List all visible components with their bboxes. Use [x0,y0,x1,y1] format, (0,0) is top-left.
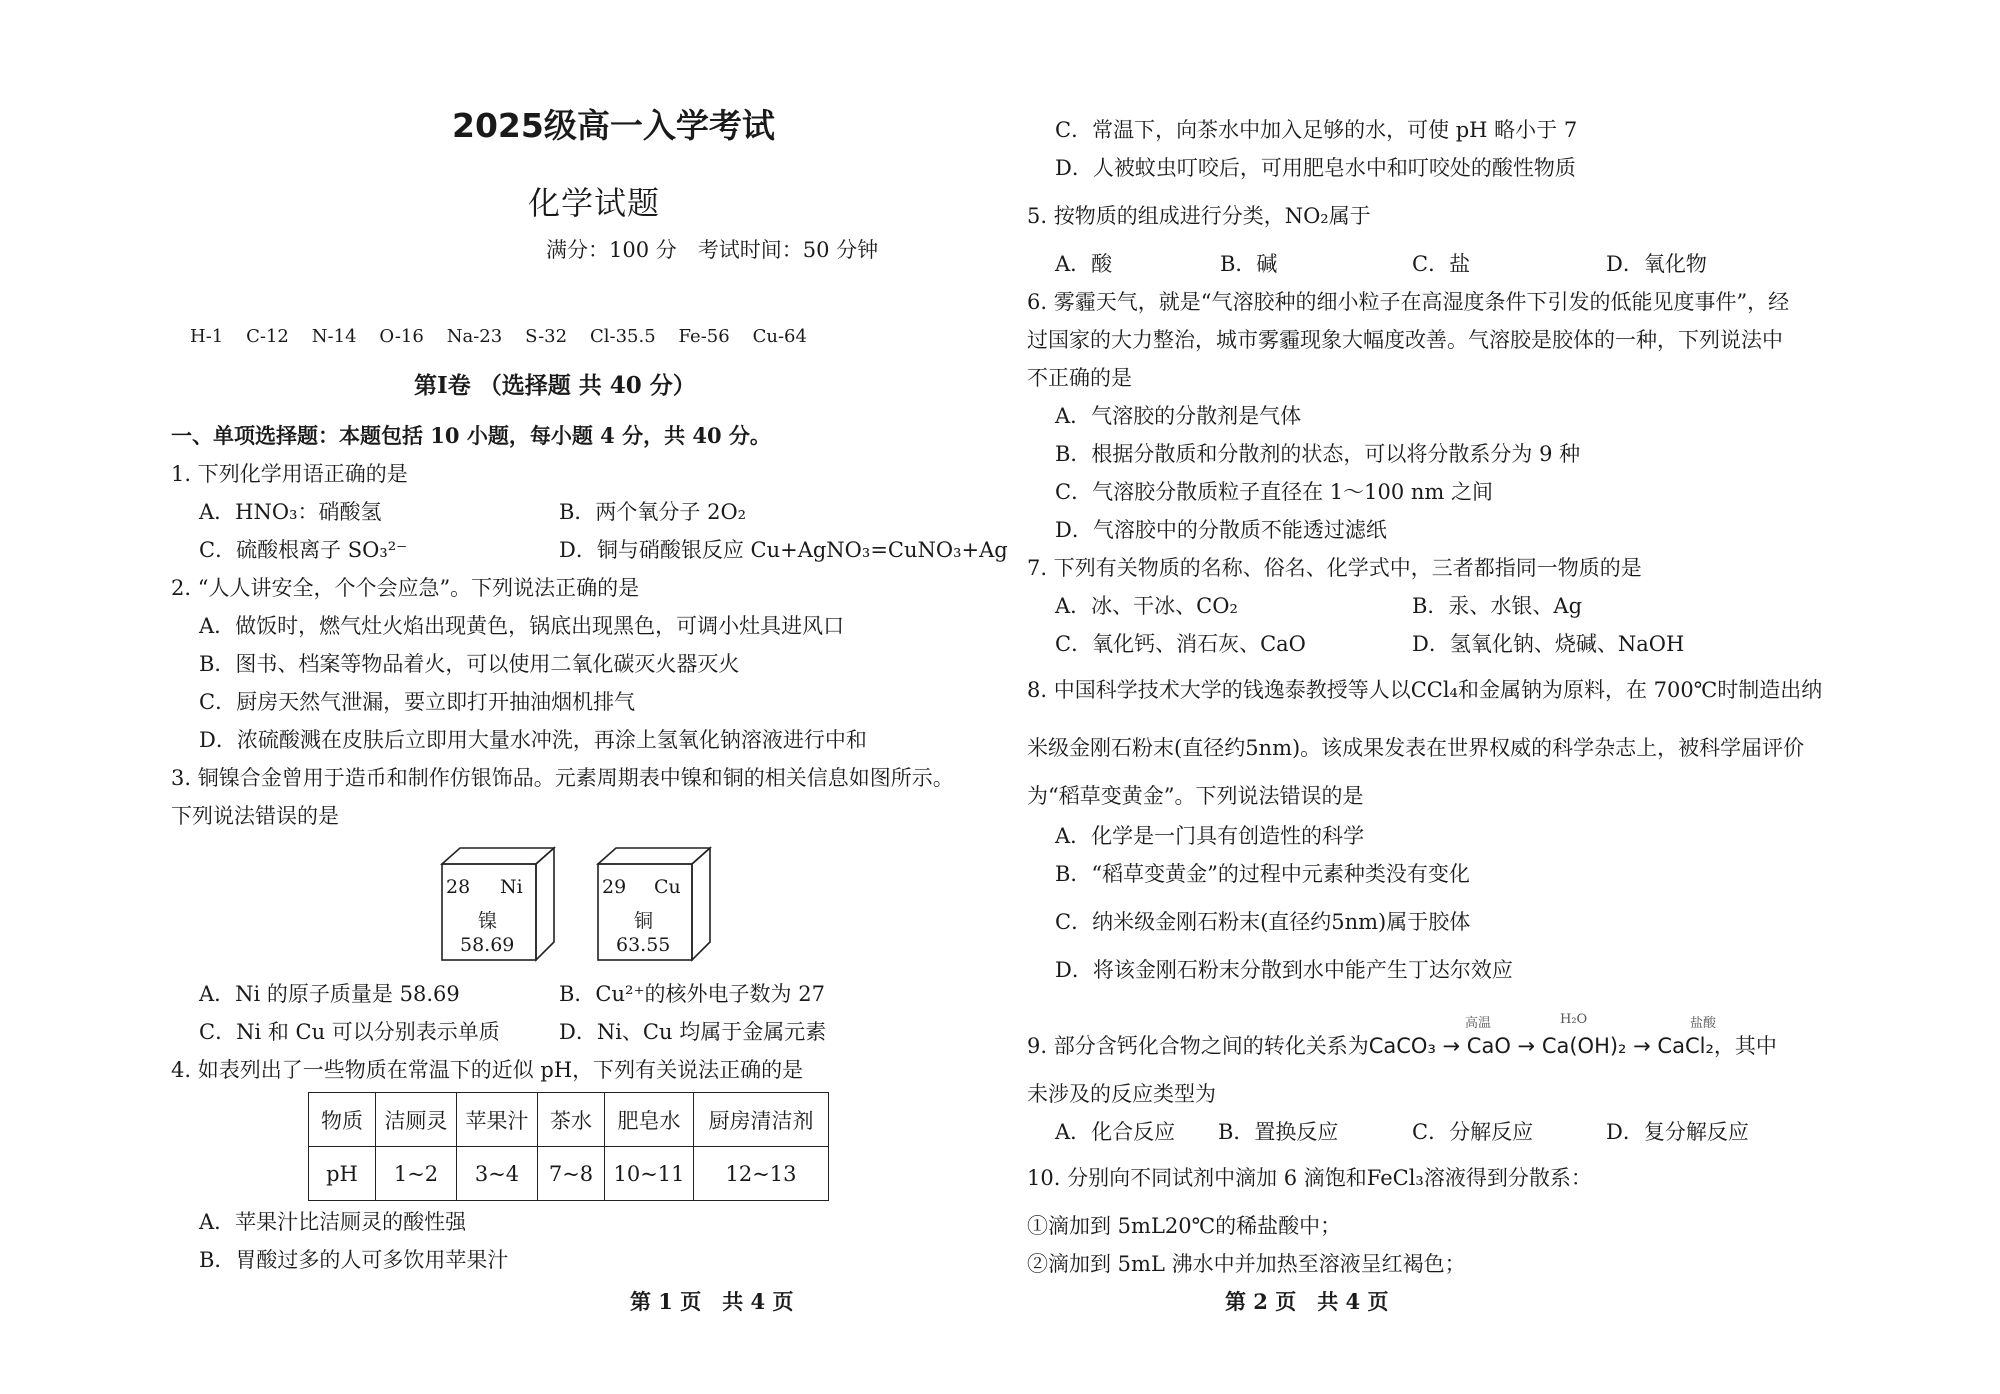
table-cell: pH [309,1147,376,1201]
section-title: 第Ⅰ卷 （选择题 共 40 分） [414,372,696,399]
q9-condition-1: 高温 [1465,1016,1492,1031]
atomic-mass: S-32 [525,326,568,347]
q4-option-c: C．常温下，向茶水中加入足够的水，可使 pH 略小于 7 [1055,118,1578,142]
part-heading: 一、单项选择题：本题包括 10 小题，每小题 4 分，共 40 分。 [171,423,771,448]
table-cell: 物质 [309,1093,376,1147]
q1-option-b: B．两个氧分子 2O₂ [559,500,747,524]
q6-stem-line1: 6. 雾霾天气，就是“气溶胶种的细小粒子在高湿度条件下引发的低能见度事件”，经 [1027,290,1790,314]
q2-option-c: C．厨房天然气泄漏，要立即打开抽油烟机排气 [199,690,636,714]
element-card-nickel [440,846,556,962]
q5-option-d: D．氧化物 [1606,252,1707,276]
table-cell: 苹果汁 [457,1093,538,1147]
q4-option-b: B．胃酸过多的人可多饮用苹果汁 [199,1248,509,1272]
q9-stem-line2: 未涉及的反应类型为 [1027,1082,1216,1106]
table-cell: 肥皂水 [605,1093,694,1147]
q5-option-c: C．盐 [1412,252,1471,276]
atomic-mass: N-14 [311,326,357,347]
right-page [1000,0,2000,1394]
q6-stem-line2: 过国家的大力整治，城市雾霾现象大幅度改善。气溶胶是胶体的一种，下列说法中 [1027,328,1783,352]
q4-stem: 4. 如表列出了一些物质在常温下的近似 pH，下列有关说法正确的是 [171,1058,804,1082]
q8-stem-line1: 8. 中国科学技术大学的钱逸泰教授等人以CCl₄和金属钠为原料，在 700℃时制造出纳 [1027,678,1823,702]
q9-stem-prefix: 9. 部分含钙化合物之间的转化关系为 [1027,1034,1369,1058]
q6-option-d: D．气溶胶中的分散质不能透过滤纸 [1055,518,1387,542]
q9-option-c: C．分解反应 [1412,1120,1534,1144]
q2-option-d: D．浓硫酸溅在皮肤后立即用大量水冲洗，再涂上氢氧化钠溶液进行中和 [199,728,867,752]
element-name: 铜 [634,910,654,932]
ph-table [308,1092,829,1201]
q9-option-b: B．置换反应 [1218,1120,1339,1144]
element-card-copper [596,846,712,962]
q7-option-c: C．氧化钙、消石灰、CaO [1055,632,1306,656]
q2-option-b: B．图书、档案等物品着火，可以使用二氧化碳灭火器灭火 [199,652,740,676]
q8-option-b: B．“稻草变黄金”的过程中元素种类没有变化 [1055,862,1470,886]
table-cell: 厨房清洁剂 [694,1093,829,1147]
atomic-mass: Cl-35.5 [589,326,656,347]
element-number: 29 [602,876,627,898]
q5-stem: 5. 按物质的组成进行分类，NO₂属于 [1027,204,1371,228]
q1-option-d: D．铜与硝酸银反应 Cu+AgNO₃=CuNO₃+Ag [559,538,1008,562]
q9-condition-2: H₂O [1560,1012,1588,1027]
table-cell: 1~2 [376,1147,457,1201]
q3-option-a: A．Ni 的原子质量是 58.69 [199,982,460,1006]
atomic-mass: Na-23 [446,326,503,347]
q5-option-b: B．碱 [1220,252,1278,276]
atomic-mass: Cu-64 [752,326,807,347]
q9-option-d: D．复分解反应 [1606,1120,1749,1144]
q7-option-a: A．冰、干冰、CO₂ [1055,594,1238,618]
q9-stem-suffix: ，其中 [1713,1034,1777,1058]
table-row [309,1093,829,1147]
atomic-masses [190,326,807,347]
q9-stem [1027,1032,1777,1060]
q9-condition-3: 盐酸 [1690,1016,1717,1031]
table-cell: 12~13 [694,1147,829,1201]
q8-stem-line2: 米级金刚石粉末(直径约5nm)。该成果发表在世界权威的科学杂志上，被科学届评价 [1027,736,1805,760]
q8-stem-line3: 为“稻草变黄金”。下列说法错误的是 [1027,784,1364,808]
q1-stem: 1. 下列化学用语正确的是 [171,462,408,486]
table-cell: 茶水 [538,1093,605,1147]
atomic-mass: C-12 [246,326,289,347]
q7-option-b: B．汞、水银、Ag [1412,594,1583,618]
element-symbol: Cu [654,876,681,898]
q3-option-d: D．Ni、Cu 均属于金属元素 [559,1020,827,1044]
exam-meta: 满分：100 分 考试时间：50 分钟 [546,238,879,262]
exam-title: 2025级高一入学考试 [452,106,775,145]
q10-stem: 10. 分别向不同试剂中滴加 6 滴饱和FeCl₃溶液得到分散系： [1027,1166,1592,1190]
q6-stem-line3: 不正确的是 [1027,366,1132,390]
q3-stem-line1: 3. 铜镍合金曾用于造币和制作仿银饰品。元素周期表中镍和铜的相关信息如图所示。 [171,766,954,790]
element-symbol: Ni [500,876,523,898]
atomic-mass: Fe-56 [678,326,730,347]
element-mass: 63.55 [616,934,671,956]
table-cell: 10~11 [605,1147,694,1201]
table-row [309,1147,829,1201]
element-mass: 58.69 [460,934,515,956]
q2-stem: 2. “人人讲安全，个个会应急”。下列说法正确的是 [171,576,640,600]
q8-option-a: A．化学是一门具有创造性的科学 [1055,824,1365,848]
q6-option-c: C．气溶胶分散质粒子直径在 1～100 nm 之间 [1055,480,1493,504]
atomic-mass: O-16 [379,326,424,347]
q1-option-c: C．硫酸根离子 SO₃²⁻ [199,538,408,562]
q3-option-c: C．Ni 和 Cu 可以分别表示单质 [199,1020,500,1044]
q4-option-d: D．人被蚊虫叮咬后，可用肥皂水中和叮咬处的酸性物质 [1055,156,1576,180]
q9-reaction-chain: CaCO₃ → CaO → Ca(OH)₂ → CaCl₂ [1368,1034,1714,1058]
q7-option-d: D．氢氧化钠、烧碱、NaOH [1412,632,1685,656]
q6-option-b: B．根据分散质和分散剂的状态，可以将分散系分为 9 种 [1055,442,1581,466]
q6-option-a: A．气溶胶的分散剂是气体 [1055,404,1302,428]
page-footer: 第 2 页 共 4 页 [1225,1289,1389,1314]
q1-option-a: A．HNO₃：硝酸氢 [199,500,382,524]
q7-stem: 7. 下列有关物质的名称、俗名、化学式中，三者都指同一物质的是 [1027,556,1642,580]
table-cell: 7~8 [538,1147,605,1201]
element-name: 镍 [478,910,498,932]
q10-item-1: ①滴加到 5mL20℃的稀盐酸中； [1027,1214,1342,1238]
q4-option-a: A．苹果汁比洁厕灵的酸性强 [199,1210,467,1234]
table-cell: 3~4 [457,1147,538,1201]
exam-subject: 化学试题 [528,184,661,222]
atomic-mass: H-1 [190,326,224,347]
q8-option-d: D．将该金刚石粉末分散到水中能产生丁达尔效应 [1055,958,1513,982]
element-number: 28 [446,876,471,898]
q3-option-b: B．Cu²⁺的核外电子数为 27 [559,982,825,1006]
table-cell: 洁厕灵 [376,1093,457,1147]
q2-option-a: A．做饭时，燃气灶火焰出现黄色，锅底出现黑色，可调小灶具进风口 [199,614,845,638]
q5-option-a: A．酸 [1055,252,1113,276]
q8-option-c: C．纳米级金刚石粉末(直径约5nm)属于胶体 [1055,910,1471,934]
q10-item-2: ②滴加到 5mL 沸水中并加热至溶液呈红褐色； [1027,1252,1466,1276]
q9-option-a: A．化合反应 [1055,1120,1176,1144]
q3-stem-line2: 下列说法错误的是 [171,804,339,828]
page-footer: 第 1 页 共 4 页 [630,1289,794,1314]
